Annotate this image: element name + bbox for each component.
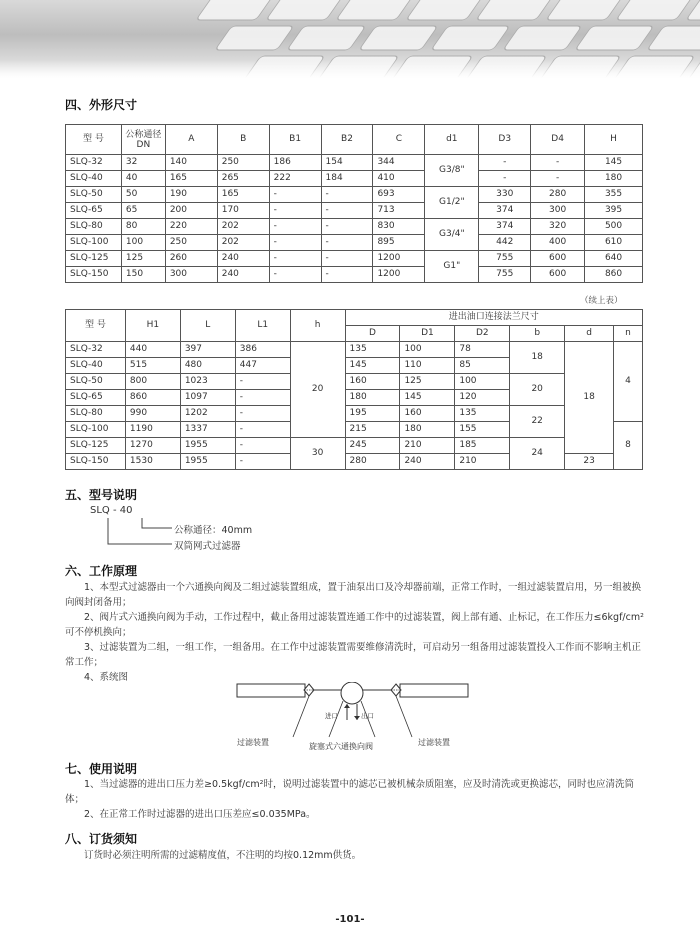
page-number: -101- [335, 914, 365, 925]
table-cell: 150 [121, 267, 165, 283]
header-cell: D3 [479, 125, 531, 155]
table-cell: SLQ-40 [66, 171, 122, 187]
table-cell: 355 [585, 187, 643, 203]
table-cell: 260 [165, 251, 217, 267]
table-row [66, 438, 643, 454]
header-cell: L [180, 310, 235, 342]
table-cell: SLQ-32 [66, 342, 126, 358]
header-cell: 公称通径 DN [121, 125, 165, 155]
table-cell: 160 [400, 406, 455, 422]
right-pipe-box [400, 684, 468, 697]
table-row [66, 342, 643, 358]
table-cell: 1023 [180, 374, 235, 390]
table-cell: 600 [531, 267, 585, 283]
table-cell: 410 [373, 171, 425, 187]
table-cell: - [479, 155, 531, 171]
table-row [66, 267, 643, 283]
table-cell: 220 [165, 219, 217, 235]
usage-item: 2、在正常工作时过滤器的进出口压差应≤0.035MPa。 [84, 809, 316, 820]
principle-item: 4、系统图 [84, 672, 129, 683]
section-title-model: 五、型号说明 [65, 488, 138, 502]
table-cell: 80 [121, 219, 165, 235]
principle-item: 2、阀片式六通换向阀为手动，工作过程中，截止备用过滤装置连通工作中的过滤装置，阀上部有通、止标记，在工作压力≤6kgf/cm²可不停机换向； [65, 612, 644, 638]
table-cell: 100 [455, 374, 510, 390]
table-row [66, 374, 643, 390]
table-cell: SLQ-40 [66, 358, 126, 374]
table-cell: 210 [400, 438, 455, 454]
table-cell: - [269, 219, 321, 235]
table-cell: 186 [269, 155, 321, 171]
table-header-row [66, 310, 643, 326]
table-cell: - [321, 235, 373, 251]
table-cell: - [321, 203, 373, 219]
table-cell: 24 [510, 438, 565, 470]
table-cell: - [269, 251, 321, 267]
table-cell: 990 [125, 406, 180, 422]
table-cell: 180 [585, 171, 643, 187]
table-cell: - [321, 267, 373, 283]
table-cell: SLQ-100 [66, 235, 122, 251]
table-cell: 125 [400, 374, 455, 390]
table-cell: 640 [585, 251, 643, 267]
valve-circle [341, 682, 363, 704]
table-cell: - [269, 187, 321, 203]
header-cell: b [510, 326, 565, 342]
table-cell: 480 [180, 358, 235, 374]
table-cell: 250 [217, 155, 269, 171]
header-cell: L1 [235, 310, 290, 342]
table-cell: SLQ-80 [66, 219, 122, 235]
header-cell: B1 [269, 125, 321, 155]
table-cell: 1202 [180, 406, 235, 422]
table-cell: 397 [180, 342, 235, 358]
table-cell: - [479, 171, 531, 187]
diagram-label-valve: 旋塞式六通换向阀 [309, 742, 373, 751]
table-cell: 200 [165, 203, 217, 219]
section-title-dimensions: 四、外形尺寸 [65, 98, 138, 112]
table-cell: 30 [290, 438, 345, 470]
table-cell: 280 [531, 187, 585, 203]
table-cell: 860 [585, 267, 643, 283]
diagram-label-inlet: 进口 [325, 712, 338, 720]
table-cell: 860 [125, 390, 180, 406]
table-cell: 374 [479, 203, 531, 219]
table-cell: 154 [321, 155, 373, 171]
table-cell: 165 [217, 187, 269, 203]
diagram-label-right-filter: 过滤装置 [418, 738, 450, 747]
table-row [66, 235, 643, 251]
table-cell: 344 [373, 155, 425, 171]
header-cell: d1 [425, 125, 479, 155]
table-cell: 1190 [125, 422, 180, 438]
section-title-order: 八、订货须知 [65, 832, 138, 846]
table-row [66, 251, 643, 267]
table-cell: 120 [455, 390, 510, 406]
table-cell: 1955 [180, 454, 235, 470]
table-cell: 100 [121, 235, 165, 251]
table-cell: 110 [400, 358, 455, 374]
table-cell: 190 [165, 187, 217, 203]
table-cell: 65 [121, 203, 165, 219]
table-header-row [66, 125, 643, 155]
table-row [66, 187, 643, 203]
table-cell: 40 [121, 171, 165, 187]
table-cell: 265 [217, 171, 269, 187]
model-line-diameter: 公称通径：40mm [174, 525, 253, 536]
model-callout-lines [100, 518, 180, 550]
table-cell: SLQ-32 [66, 155, 122, 171]
table-cell: 500 [585, 219, 643, 235]
continue-note: （续上表） [580, 296, 623, 306]
principle-text [65, 580, 645, 685]
flange-table [65, 309, 643, 470]
header-banner [0, 0, 700, 78]
table-cell: SLQ-65 [66, 203, 122, 219]
table-cell: 713 [373, 203, 425, 219]
table-cell: - [531, 155, 585, 171]
table-cell: 20 [290, 342, 345, 438]
table-cell: 1270 [125, 438, 180, 454]
table-cell: - [269, 267, 321, 283]
table-cell: 18 [510, 342, 565, 374]
header-cell: 进出油口连接法兰尺寸 [345, 310, 642, 326]
table-cell: 18 [565, 342, 614, 454]
system-diagram [235, 682, 470, 752]
table-cell: 240 [217, 251, 269, 267]
table-cell: 1337 [180, 422, 235, 438]
table-cell: 1097 [180, 390, 235, 406]
principle-item: 3、过滤装置为二组，一组工作，一组备用。在工作中过滤装置需要维修清洗时，可启动另一组备用过滤装置投入工作而不影响主机正常工作； [65, 642, 642, 668]
table-cell: 145 [345, 358, 400, 374]
table-cell: - [269, 235, 321, 251]
table-cell: 330 [479, 187, 531, 203]
section-title-principle: 六、工作原理 [65, 564, 138, 578]
section-title-usage: 七、使用说明 [65, 762, 138, 776]
table-cell: 50 [121, 187, 165, 203]
table-cell: SLQ-80 [66, 406, 126, 422]
table-cell: 300 [165, 267, 217, 283]
table-cell: - [235, 406, 290, 422]
table-cell: 755 [479, 251, 531, 267]
table-cell: - [321, 251, 373, 267]
table-cell: - [269, 203, 321, 219]
table-cell: 222 [269, 171, 321, 187]
model-line-type: 双筒网式过滤器 [174, 541, 241, 552]
table-cell: 145 [400, 390, 455, 406]
header-cell: D4 [531, 125, 585, 155]
table-cell: 20 [510, 374, 565, 406]
table-cell: G3/4" [425, 219, 479, 251]
table-cell: 440 [125, 342, 180, 358]
header-cell: H1 [125, 310, 180, 342]
table-row [66, 171, 643, 187]
table-cell: 895 [373, 235, 425, 251]
table-cell: 135 [455, 406, 510, 422]
header-cell: C [373, 125, 425, 155]
order-note: 订货时必须注明所需的过滤精度值，不注明的均按0.12mm供货。 [84, 850, 362, 861]
table-cell: SLQ-125 [66, 251, 122, 267]
usage-text [65, 777, 645, 822]
table-cell: - [235, 374, 290, 390]
table-row [66, 155, 643, 171]
table-cell: 180 [400, 422, 455, 438]
principle-item: 1、本型式过滤器由一个六通换向阀及二组过滤装置组成，置于油泵出口及冷却器前端，正常工作时，一组过滤装置启用，另一组被换向阀封闭备用； [65, 582, 642, 608]
table-cell: 184 [321, 171, 373, 187]
table-cell: - [235, 422, 290, 438]
table-cell: 155 [455, 422, 510, 438]
table-cell: 85 [455, 358, 510, 374]
table-cell: - [235, 390, 290, 406]
header-cell: h [290, 310, 345, 342]
table-cell: 135 [345, 342, 400, 358]
table-cell: 78 [455, 342, 510, 358]
table-cell: 400 [531, 235, 585, 251]
header-cell: H [585, 125, 643, 155]
header-cell: D2 [455, 326, 510, 342]
order-text [65, 848, 645, 863]
table-cell: 250 [165, 235, 217, 251]
table-row [66, 406, 643, 422]
table-cell: 165 [165, 171, 217, 187]
header-cell: D1 [400, 326, 455, 342]
table-cell: 1530 [125, 454, 180, 470]
table-cell: 447 [235, 358, 290, 374]
table-cell: 800 [125, 374, 180, 390]
table-cell: 320 [531, 219, 585, 235]
table-cell: 145 [585, 155, 643, 171]
table-cell: 202 [217, 235, 269, 251]
table-cell: 610 [585, 235, 643, 251]
table-cell: G1/2" [425, 187, 479, 219]
table-cell: 22 [510, 406, 565, 438]
header-cell: B2 [321, 125, 373, 155]
table-cell: 442 [479, 235, 531, 251]
table-cell: - [235, 438, 290, 454]
table-cell: 1200 [373, 267, 425, 283]
table-cell: SLQ-65 [66, 390, 126, 406]
table-cell: 515 [125, 358, 180, 374]
table-cell: 245 [345, 438, 400, 454]
table-cell: 100 [400, 342, 455, 358]
table-cell: 1200 [373, 251, 425, 267]
header-cell: A [165, 125, 217, 155]
table-cell: 693 [373, 187, 425, 203]
table-cell: 374 [479, 219, 531, 235]
table-cell: SLQ-50 [66, 374, 126, 390]
header-cell: 型 号 [66, 310, 126, 342]
table-cell: 23 [565, 454, 614, 470]
table-cell: 240 [217, 267, 269, 283]
diagram-label-outlet: 出口 [361, 712, 374, 720]
table-cell: 300 [531, 203, 585, 219]
table-cell: G1" [425, 251, 479, 283]
table-cell: 830 [373, 219, 425, 235]
diagram-label-left-filter: 过滤装置 [237, 738, 269, 747]
table-cell: SLQ-50 [66, 187, 122, 203]
table-cell: 4 [614, 342, 643, 422]
table-cell: 160 [345, 374, 400, 390]
table-cell: 210 [455, 454, 510, 470]
table-cell: 280 [345, 454, 400, 470]
table-cell: 600 [531, 251, 585, 267]
table-cell: 32 [121, 155, 165, 171]
dimensions-table [65, 124, 643, 283]
header-cell: n [614, 326, 643, 342]
header-cell: D [345, 326, 400, 342]
table-cell: 1955 [180, 438, 235, 454]
table-cell: 755 [479, 267, 531, 283]
table-cell: G3/8" [425, 155, 479, 187]
model-code: SLQ - 40 [90, 505, 133, 516]
header-cell: B [217, 125, 269, 155]
table-row [66, 203, 643, 219]
table-cell: 125 [121, 251, 165, 267]
table-cell: - [235, 454, 290, 470]
keyboard-graphic [0, 0, 700, 78]
left-pipe-box [237, 684, 305, 697]
table-cell: SLQ-125 [66, 438, 126, 454]
table-cell: SLQ-150 [66, 454, 126, 470]
table-row [66, 219, 643, 235]
table-cell: 185 [455, 438, 510, 454]
table-cell: 180 [345, 390, 400, 406]
table-cell: 8 [614, 422, 643, 470]
table-cell: 395 [585, 203, 643, 219]
table-cell: - [321, 187, 373, 203]
table-cell: 195 [345, 406, 400, 422]
header-cell: d [565, 326, 614, 342]
usage-item: 1、当过滤器的进出口压力差≥0.5kgf/cm²时，说明过滤装置中的滤芯已被机械杂质阻塞，应及时清洗或更换滤芯，同时也应清洗筒体； [65, 779, 634, 805]
table-cell: 170 [217, 203, 269, 219]
table-cell: 240 [400, 454, 455, 470]
table-cell: - [531, 171, 585, 187]
header-cell: 型 号 [66, 125, 122, 155]
table-cell: 202 [217, 219, 269, 235]
table-cell: 140 [165, 155, 217, 171]
table-cell: SLQ-100 [66, 422, 126, 438]
table-cell: SLQ-150 [66, 267, 122, 283]
table-cell: 215 [345, 422, 400, 438]
table-cell: 386 [235, 342, 290, 358]
table-cell: - [321, 219, 373, 235]
